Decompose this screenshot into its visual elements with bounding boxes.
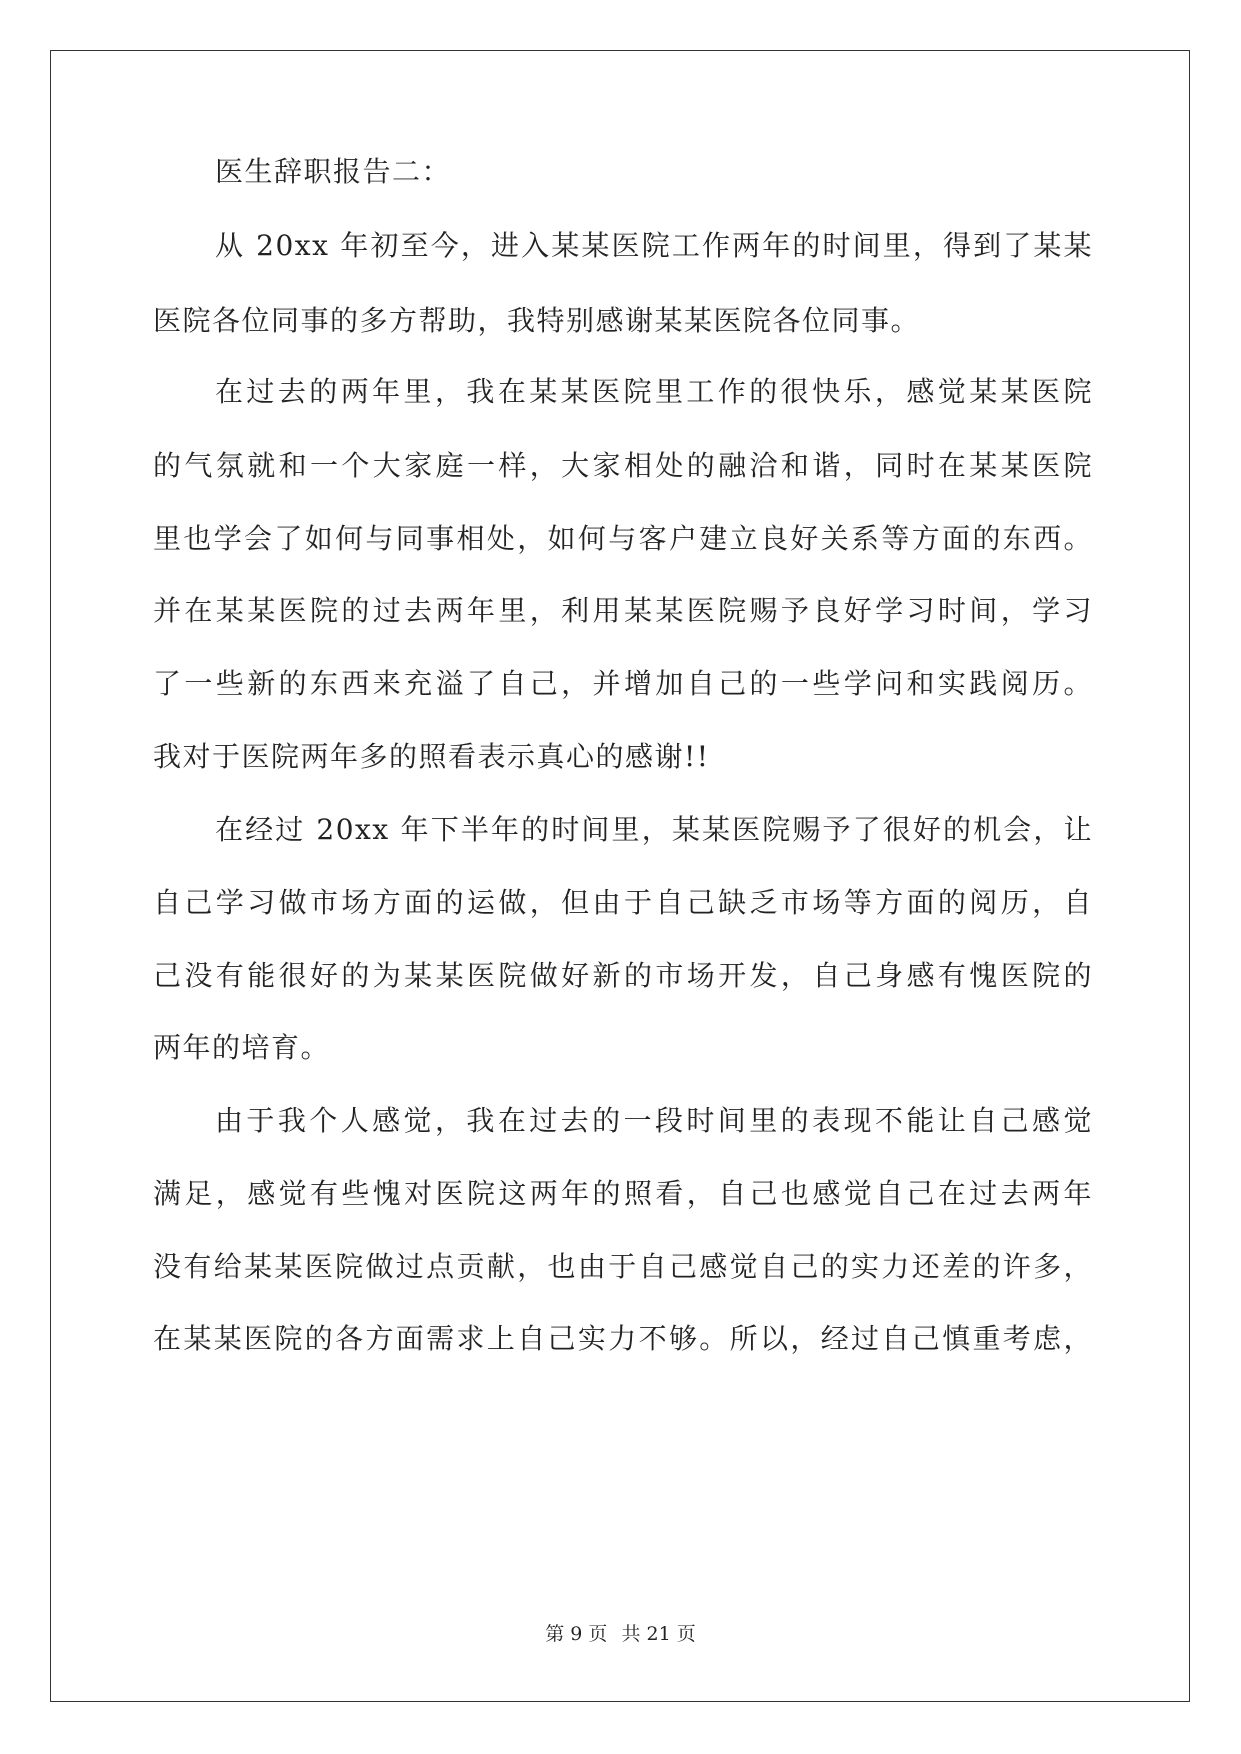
page-border (50, 50, 1190, 1702)
paragraph-line: 在某某医院的各方面需求上自己实力不够。所以，经过自己慎重考虑， (153, 1322, 1093, 1355)
paragraph-line: 在过去的两年里，我在某某医院里工作的很快乐，感觉某某医院 (215, 375, 1093, 408)
page-footer (0, 1622, 1241, 1646)
paragraph-line: 并在某某医院的过去两年里，利用某某医院赐予良好学习时间，学习 (153, 594, 1093, 627)
paragraph-line: 里也学会了如何与同事相处，如何与客户建立良好关系等方面的东西。 (153, 522, 1093, 555)
paragraph-line: 了一些新的东西来充溢了自己，并增加自己的一些学问和实践阅历。 (153, 667, 1093, 700)
document-heading: 医生辞职报告二： (215, 155, 452, 188)
paragraph-line: 两年的培育。 (153, 1031, 331, 1064)
paragraph-line: 医院各位同事的多方帮助，我特别感谢某某医院各位同事。 (153, 304, 921, 337)
paragraph-line: 自己学习做市场方面的运做，但由于自己缺乏市场等方面的阅历，自 (153, 886, 1093, 919)
paragraph-line: 没有给某某医院做过点贡献，也由于自己感觉自己的实力还差的许多， (153, 1250, 1093, 1283)
paragraph-line: 己没有能很好的为某某医院做好新的市场开发，自己身感有愧医院的 (153, 959, 1093, 992)
paragraph-line: 我对于医院两年多的照看表示真心的感谢!! (153, 740, 710, 773)
page-number-current: 第 9 页 (545, 1623, 608, 1645)
paragraph-line: 满足，感觉有些愧对医院这两年的照看，自己也感觉自己在过去两年 (153, 1177, 1093, 1210)
paragraph-line: 从 20xx 年初至今，进入某某医院工作两年的时间里，得到了某某 (215, 229, 1093, 262)
paragraph-line: 由于我个人感觉，我在过去的一段时间里的表现不能让自己感觉 (215, 1104, 1093, 1137)
page-number-total: 共 21 页 (621, 1623, 696, 1645)
paragraph-line: 在经过 20xx 年下半年的时间里，某某医院赐予了很好的机会，让 (215, 813, 1093, 846)
paragraph-line: 的气氛就和一个大家庭一样，大家相处的融洽和谐，同时在某某医院 (153, 449, 1093, 482)
